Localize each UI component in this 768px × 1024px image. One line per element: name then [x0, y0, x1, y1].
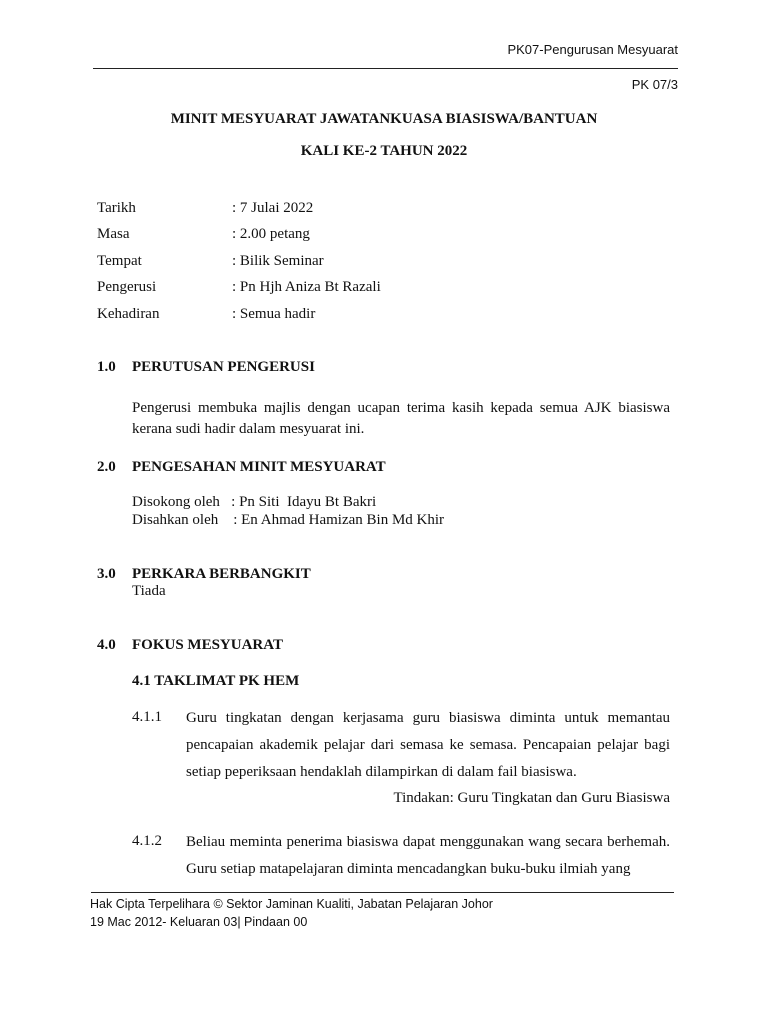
section-3-number: 3.0	[97, 566, 116, 582]
item-4-1-1-text: Guru tingkatan dengan kerjasama guru biasiswa diminta untuk memantau pencapaian akademik pelajar dari semasa ke semasa. Pencapaian pelajar bagi setiap peperiksaan hendaklah dilampirkan di dalam fail biasiswa.	[186, 710, 670, 780]
detail-value-date: : 7 Julai 2022	[232, 200, 314, 216]
section-3-text: Tiada	[132, 583, 166, 599]
document-name: PK07-Pengurusan Mesyuarat	[507, 42, 678, 57]
page-subtitle: KALI KE-2 TAHUN 2022	[300, 143, 468, 159]
detail-label-attendance: Kehadiran	[97, 306, 160, 322]
footer-edition: 19 Mac 2012- Keluaran 03| Pindaan 00	[90, 915, 308, 929]
section-1-heading: PERUTUSAN PENGERUSI	[132, 359, 315, 375]
detail-value-chair: : Pn Hjh Aniza Bt Razali	[232, 279, 381, 295]
approved-by: Disahkan oleh : En Ahmad Hamizan Bin Md Khir	[132, 512, 445, 528]
detail-label-chair: Pengerusi	[97, 279, 157, 295]
detail-label-time: Masa	[97, 226, 130, 242]
detail-value-attendance: : Semua hadir	[232, 306, 316, 322]
detail-label-venue: Tempat	[97, 253, 142, 269]
footer-divider	[91, 892, 674, 893]
item-4-1-1-number: 4.1.1	[132, 709, 162, 725]
section-4-number: 4.0	[97, 637, 116, 653]
footer-copyright: Hak Cipta Terpelihara © Sektor Jaminan Kualiti, Jabatan Pelajaran Johor	[90, 897, 493, 911]
item-4-1-1-action: Tindakan: Guru Tingkatan dan Guru Biasiswa	[393, 790, 670, 806]
section-1-text: Pengerusi membuka majlis dengan ucapan terima kasih kepada semua AJK biasiswa kerana sudi hadir dalam mesyuarat ini.	[132, 400, 670, 437]
detail-label-date: Tarikh	[97, 200, 136, 216]
detail-value-venue: : Bilik Seminar	[232, 253, 324, 269]
form-code: PK 07/3	[631, 77, 678, 92]
seconded-by: Disokong oleh : Pn Siti Idayu Bt Bakri	[132, 494, 377, 510]
section-2-number: 2.0	[97, 459, 116, 475]
section-4-heading: FOKUS MESYUARAT	[132, 637, 283, 653]
item-4-1-2-number: 4.1.2	[132, 833, 162, 849]
item-4-1-2-text: Beliau meminta penerima biasiswa dapat menggunakan wang secara berhemah. Guru setiap matapelajaran diminta mencadangkan buku-buku ilmiah yang	[186, 834, 670, 877]
section-1-number: 1.0	[97, 359, 116, 375]
page-title: MINIT MESYUARAT JAWATANKUASA BIASISWA/BANTUAN	[170, 111, 598, 127]
section-2-heading: PENGESAHAN MINIT MESYUARAT	[132, 459, 386, 475]
detail-value-time: : 2.00 petang	[232, 226, 310, 242]
section-3-heading: PERKARA BERBANGKIT	[132, 566, 311, 582]
section-4-1-heading: 4.1 TAKLIMAT PK HEM	[132, 673, 300, 689]
header-divider	[93, 68, 678, 69]
